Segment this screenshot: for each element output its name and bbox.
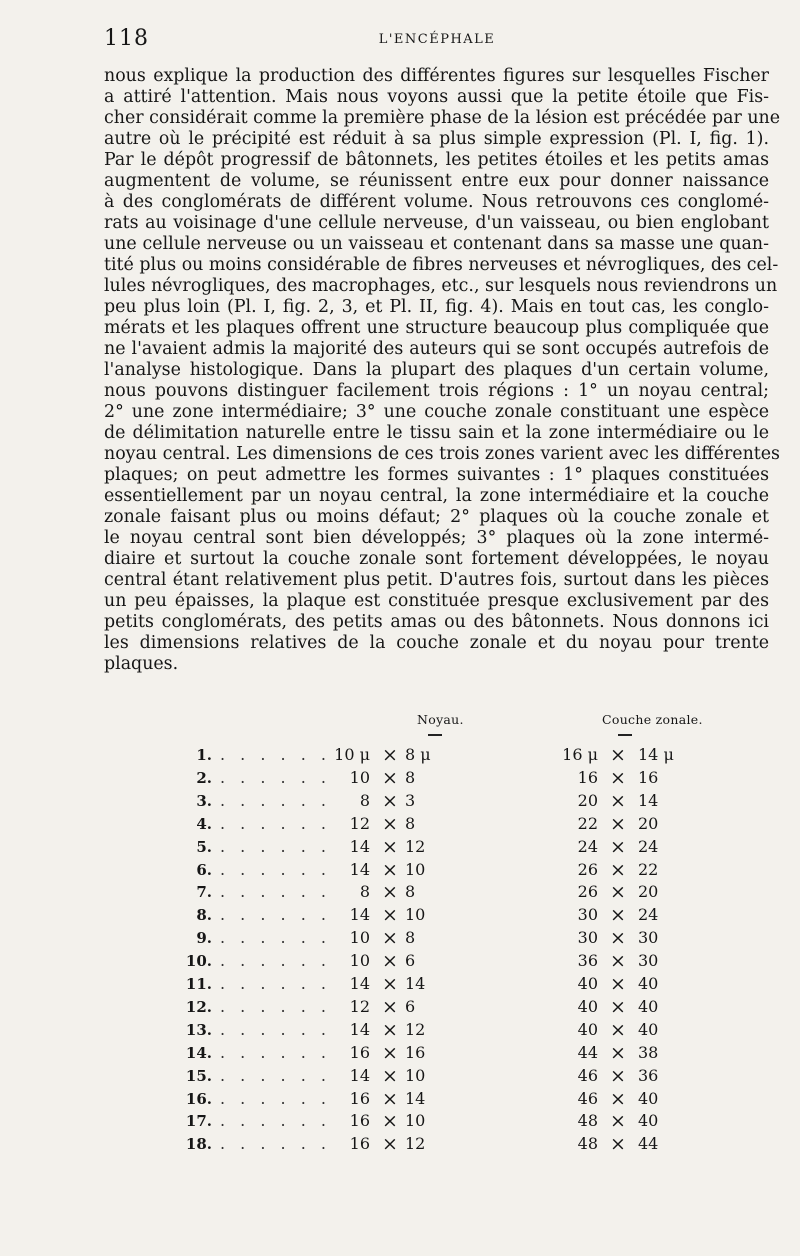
text-line: Par le dépôt progressif de bâtonnets, les petites étoiles et les petits amas	[104, 150, 769, 170]
noyau-value-2: 16	[405, 1042, 426, 1062]
table-row	[180, 1088, 720, 1110]
times-sign: ×	[382, 1041, 398, 1064]
table-row	[180, 767, 720, 789]
text-line: de délimitation naturelle entre le tissu sain et la zone intermédiaire ou le	[104, 423, 769, 443]
times-sign: ×	[610, 789, 626, 812]
plaque-number: 5.	[196, 837, 212, 856]
noyau-value-2: 6	[405, 996, 416, 1016]
table-row	[180, 881, 720, 903]
times-sign: ×	[610, 835, 626, 858]
text-line: autre où le précipité est réduit à sa plus simple expression (Pl. I, fig. 1).	[104, 129, 769, 149]
dot-leader: . . . . . .	[220, 1065, 331, 1085]
text-line: 2° une zone intermédiaire; 3° une couche zonale constituant une espèce	[104, 402, 769, 422]
times-sign: ×	[610, 1018, 626, 1041]
text-line: une cellule nerveuse ou un vaisseau et contenant dans sa masse une quan-	[104, 234, 769, 254]
plaque-number: 15.	[185, 1066, 212, 1085]
noyau-value-2: 8	[405, 882, 416, 902]
couche-value-2: 14 μ	[638, 745, 674, 764]
couche-value-2: 36	[638, 1065, 659, 1085]
noyau-value-2: 12	[405, 836, 426, 856]
text-line: cher considérait comme la première phase de la lésion est précédée par une	[104, 108, 781, 128]
plaque-number: 14.	[185, 1043, 212, 1062]
dot-leader: . . . . . .	[220, 767, 331, 787]
couche-value-1: 20	[577, 790, 598, 810]
couche-value-2: 24	[638, 836, 659, 856]
text-line: les dimensions relatives de la couche zonale et du noyau pour trente	[104, 633, 769, 653]
dot-leader: . . . . . .	[220, 745, 331, 764]
text-line: un peu épaisses, la plaque est constituée presque exclusivement par des	[104, 591, 769, 611]
couche-value-2: 24	[638, 905, 659, 925]
times-sign: ×	[382, 1018, 398, 1041]
times-sign: ×	[610, 858, 626, 881]
times-sign: ×	[382, 744, 398, 766]
couche-value-1: 46	[577, 1065, 598, 1085]
noyau-value-2: 14	[405, 1088, 426, 1108]
noyau-value-1: 10	[349, 951, 370, 971]
table-row	[180, 927, 720, 949]
noyau-value-2: 14	[405, 974, 426, 993]
dot-leader: . . . . . .	[220, 859, 331, 879]
text-line: augmentent de volume, se réunissent entre eux pour donner naissance	[104, 171, 769, 191]
dot-leader: . . . . . .	[220, 836, 331, 856]
plaque-number: 17.	[185, 1112, 212, 1131]
times-sign: ×	[610, 1110, 626, 1133]
text-line: à des conglomérats de différent volume. Nous retrouvons ces conglomé-	[104, 192, 769, 212]
plaque-number: 18.	[185, 1135, 212, 1154]
noyau-value-1: 10	[349, 767, 370, 787]
dot-leader: . . . . . .	[220, 928, 331, 948]
noyau-value-1: 16	[349, 1134, 370, 1154]
noyau-value-1: 16	[349, 1088, 370, 1108]
noyau-value-1: 8	[359, 882, 370, 902]
text-line: petits conglomérats, des petits amas ou des bâtonnets. Nous donnons ici	[104, 612, 769, 632]
times-sign: ×	[610, 1133, 626, 1156]
noyau-value-1: 14	[349, 1065, 370, 1085]
table-row	[180, 1133, 720, 1155]
couche-value-1: 26	[577, 859, 598, 879]
couche-value-1: 36	[577, 951, 598, 971]
table-row	[180, 950, 720, 972]
times-sign: ×	[382, 995, 398, 1018]
body-paragraph	[104, 66, 781, 675]
couche-value-1: 46	[577, 1088, 598, 1108]
table-row	[180, 790, 720, 812]
plaque-number: 11.	[185, 975, 212, 993]
times-sign: ×	[382, 904, 398, 927]
noyau-value-2: 6	[405, 951, 416, 971]
times-sign: ×	[610, 927, 626, 950]
plaque-number: 16.	[185, 1089, 212, 1108]
couche-value-1: 26	[577, 882, 598, 902]
noyau-value-1: 14	[349, 1019, 370, 1039]
couche-value-2: 20	[638, 813, 659, 833]
text-line: peu plus loin (Pl. I, fig. 2, 3, et Pl. II, fig. 4). Mais en tout cas, les conglo-	[104, 297, 769, 317]
dot-leader: . . . . . .	[220, 974, 331, 993]
dot-leader: . . . . . .	[220, 905, 331, 925]
times-sign: ×	[382, 1133, 398, 1156]
text-line: rats au voisinage d'une cellule nerveuse, d'un vaisseau, ou bien englobant	[104, 213, 769, 233]
dot-leader: . . . . . .	[220, 996, 331, 1016]
times-sign: ×	[382, 950, 398, 973]
times-sign: ×	[382, 1110, 398, 1133]
couche-value-1: 16 μ	[562, 745, 598, 764]
plaque-number: 8.	[196, 906, 212, 925]
plaque-number: 9.	[196, 929, 212, 948]
couche-value-2: 40	[638, 1019, 659, 1039]
times-sign: ×	[382, 927, 398, 950]
couche-value-1: 30	[577, 928, 598, 948]
text-line: essentiellement par un noyau central, la zone intermédiaire et la couche	[104, 486, 769, 506]
couche-value-2: 38	[638, 1042, 659, 1062]
noyau-value-1: 14	[349, 905, 370, 925]
text-line: zonale faisant plus ou moins défaut; 2° plaques où la couche zonale et	[104, 507, 769, 527]
dot-leader: . . . . . .	[220, 1019, 331, 1039]
plaque-number: 13.	[185, 1020, 212, 1039]
noyau-value-2: 8	[405, 928, 416, 948]
text-line: plaques; on peut admettre les formes suivantes : 1° plaques constituées	[104, 465, 769, 485]
table-row	[180, 1110, 720, 1132]
times-sign: ×	[610, 973, 626, 995]
couche-value-2: 40	[638, 974, 659, 993]
couche-value-1: 24	[577, 836, 598, 856]
plaque-number: 2.	[196, 768, 212, 787]
text-line: a attiré l'attention. Mais nous voyons aussi que la petite étoile que Fis-	[104, 87, 769, 107]
dimensions-table	[180, 712, 720, 1156]
text-line: central étant relativement plus petit. D'autres fois, surtout dans les pièces	[104, 570, 769, 590]
couche-value-1: 40	[577, 1019, 598, 1039]
couche-value-2: 22	[638, 859, 659, 879]
dot-leader: . . . . . .	[220, 1088, 331, 1108]
times-sign: ×	[610, 766, 626, 789]
couche-value-1: 44	[577, 1042, 598, 1062]
times-sign: ×	[382, 789, 398, 812]
times-sign: ×	[382, 812, 398, 835]
noyau-value-1: 12	[349, 996, 370, 1016]
text-line: le noyau central sont bien développés; 3° plaques où la zone intermé-	[104, 528, 769, 548]
dot-leader: . . . . . .	[220, 1134, 331, 1154]
noyau-value-2: 10	[405, 1065, 426, 1085]
noyau-value-2: 12	[405, 1134, 426, 1154]
table-row	[180, 744, 720, 766]
couche-value-1: 40	[577, 974, 598, 993]
couche-value-2: 40	[638, 1111, 659, 1131]
plaque-number: 3.	[196, 791, 212, 810]
times-sign: ×	[382, 835, 398, 858]
noyau-value-1: 14	[349, 974, 370, 993]
dot-leader: . . . . . .	[220, 790, 331, 810]
noyau-value-2: 8	[405, 813, 416, 833]
table-row	[180, 1042, 720, 1064]
noyau-value-1: 10	[349, 928, 370, 948]
times-sign: ×	[610, 950, 626, 973]
times-sign: ×	[610, 904, 626, 927]
column-header-couche-zonale: Couche zonale.	[602, 712, 703, 727]
dot-leader: . . . . . .	[220, 1042, 331, 1062]
text-line: tité plus ou moins considérable de fibres nerveuses et névrogliques, des cel-	[104, 255, 779, 275]
couche-value-1: 30	[577, 905, 598, 925]
text-line: plaques.	[104, 654, 179, 674]
table-row	[180, 859, 720, 881]
page-number: 118	[104, 26, 149, 51]
table-row	[180, 1019, 720, 1041]
dot-leader: . . . . . .	[220, 1111, 331, 1131]
noyau-value-1: 14	[349, 859, 370, 879]
couche-value-1: 22	[577, 813, 598, 833]
times-sign: ×	[610, 995, 626, 1018]
table-row	[180, 973, 720, 995]
couche-value-2: 20	[638, 882, 659, 902]
noyau-value-1: 14	[349, 836, 370, 856]
table-row	[180, 904, 720, 926]
times-sign: ×	[610, 812, 626, 835]
noyau-value-2: 8	[405, 767, 416, 787]
plaque-number: 7.	[196, 883, 212, 902]
noyau-value-1: 8	[359, 790, 370, 810]
couche-value-2: 40	[638, 996, 659, 1016]
times-sign: ×	[382, 973, 398, 995]
couche-value-2: 44	[638, 1134, 659, 1154]
noyau-value-2: 10	[405, 1111, 426, 1131]
noyau-value-2: 3	[405, 790, 416, 810]
dot-leader: . . . . . .	[220, 813, 331, 833]
text-line: mérats et les plaques offrent une structure beaucoup plus compliquée que	[104, 318, 769, 338]
noyau-value-1: 10 μ	[334, 745, 370, 764]
text-line: nous pouvons distinguer facilement trois régions : 1° un noyau central;	[104, 381, 769, 401]
table-row	[180, 836, 720, 858]
plaque-number: 6.	[196, 860, 212, 879]
times-sign: ×	[610, 744, 626, 766]
plaque-number: 10.	[185, 952, 212, 971]
header-dash	[618, 734, 632, 736]
dot-leader: . . . . . .	[220, 882, 331, 902]
noyau-value-2: 12	[405, 1019, 426, 1039]
header-dash	[428, 734, 442, 736]
text-line: lules névrogliques, des macrophages, etc., sur lesquels nous reviendrons un	[104, 276, 778, 296]
noyau-value-1: 16	[349, 1111, 370, 1131]
times-sign: ×	[382, 766, 398, 789]
couche-value-2: 30	[638, 951, 659, 971]
page-header	[104, 22, 770, 52]
noyau-value-2: 10	[405, 905, 426, 925]
plaque-number: 1.	[196, 746, 212, 764]
table-row	[180, 1065, 720, 1087]
times-sign: ×	[610, 1064, 626, 1087]
times-sign: ×	[610, 1087, 626, 1110]
dot-leader: . . . . . .	[220, 951, 331, 971]
couche-value-2: 30	[638, 928, 659, 948]
table-row	[180, 813, 720, 835]
couche-value-1: 48	[577, 1111, 598, 1131]
text-line: diaire et surtout la couche zonale sont fortement développées, le noyau	[104, 549, 769, 569]
column-header-noyau: Noyau.	[417, 712, 464, 727]
noyau-value-2: 10	[405, 859, 426, 879]
times-sign: ×	[610, 881, 626, 904]
couche-value-1: 40	[577, 996, 598, 1016]
noyau-value-1: 16	[349, 1042, 370, 1062]
noyau-value-1: 12	[349, 813, 370, 833]
times-sign: ×	[382, 881, 398, 904]
couche-value-1: 16	[577, 767, 598, 787]
times-sign: ×	[610, 1041, 626, 1064]
text-line: ne l'avaient admis la majorité des auteurs qui se sont occupés autrefois de	[104, 339, 769, 359]
plaque-number: 12.	[185, 997, 212, 1016]
times-sign: ×	[382, 1087, 398, 1110]
text-line: noyau central. Les dimensions de ces trois zones varient avec les différentes	[104, 444, 780, 464]
times-sign: ×	[382, 1064, 398, 1087]
plaque-number: 4.	[196, 814, 212, 833]
couche-value-2: 14	[638, 790, 659, 810]
times-sign: ×	[382, 858, 398, 881]
couche-value-2: 16	[638, 767, 659, 787]
table-row	[180, 996, 720, 1018]
text-line: nous explique la production des différentes figures sur lesquelles Fischer	[104, 66, 769, 86]
text-line: l'analyse histologique. Dans la plupart des plaques d'un certain volume,	[104, 360, 769, 380]
couche-value-2: 40	[638, 1088, 659, 1108]
running-head: L'ENCÉPHALE	[378, 32, 496, 47]
noyau-value-2: 8 μ	[405, 745, 431, 764]
couche-value-1: 48	[577, 1134, 598, 1154]
